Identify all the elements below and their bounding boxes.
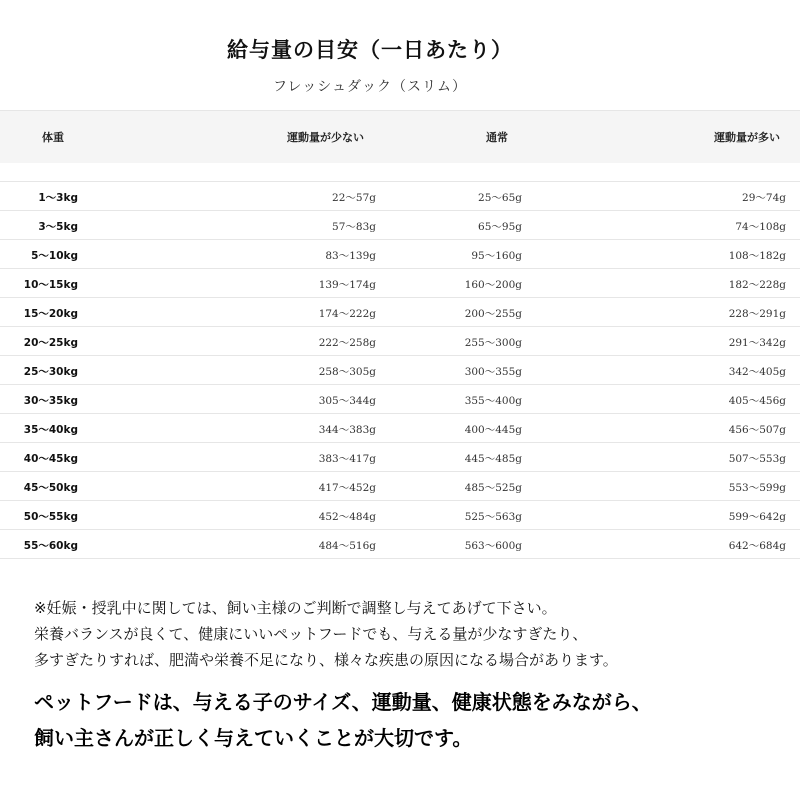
cell-high-activity: 342〜405g — [728, 366, 786, 378]
cell-normal-activity: 485〜525g — [464, 482, 522, 494]
cell-low-activity: 417〜452g — [318, 482, 376, 494]
cell-weight: 35〜40kg — [23, 424, 78, 436]
cell-low-activity: 22〜57g — [332, 192, 376, 204]
table-row — [0, 269, 800, 298]
cell-low-activity: 484〜516g — [318, 540, 376, 552]
cell-normal-activity: 445〜485g — [464, 453, 522, 465]
cell-normal-activity: 525〜563g — [464, 511, 522, 523]
cell-high-activity: 507〜553g — [728, 453, 786, 465]
cell-normal-activity: 25〜65g — [478, 192, 522, 204]
cell-weight: 50〜55kg — [23, 511, 78, 523]
table-row — [0, 385, 800, 414]
table-row — [0, 240, 800, 269]
cell-normal-activity: 255〜300g — [464, 337, 522, 349]
cell-high-activity: 108〜182g — [728, 250, 786, 262]
lead-message — [34, 684, 794, 756]
cell-high-activity: 228〜291g — [728, 308, 786, 320]
table-row — [0, 501, 800, 530]
cell-weight: 30〜35kg — [23, 395, 78, 407]
cell-low-activity: 83〜139g — [325, 250, 376, 262]
cell-normal-activity: 300〜355g — [464, 366, 522, 378]
cell-low-activity: 305〜344g — [318, 395, 376, 407]
cell-normal-activity: 95〜160g — [471, 250, 522, 262]
lead-line: ペットフードは、与える子のサイズ、運動量、健康状態をみながら、 — [34, 690, 652, 714]
cell-high-activity: 599〜642g — [728, 511, 786, 523]
cell-high-activity: 74〜108g — [735, 221, 786, 233]
cell-weight: 45〜50kg — [23, 482, 78, 494]
cell-low-activity: 383〜417g — [318, 453, 376, 465]
caution-note — [34, 595, 794, 673]
lead-line: 飼い主さんが正しく与えていくことが大切です。 — [34, 726, 473, 750]
table-row — [0, 356, 800, 385]
cell-low-activity: 258〜305g — [318, 366, 376, 378]
cell-low-activity: 344〜383g — [318, 424, 376, 436]
cell-weight: 20〜25kg — [23, 337, 78, 349]
cell-normal-activity: 65〜95g — [478, 221, 522, 233]
header-weight: 体重 — [42, 131, 64, 144]
note-line: ※妊娠・授乳中に関しては、飼い主様のご判断で調整し与えてあげて下さい。 — [34, 599, 557, 617]
cell-high-activity: 405〜456g — [728, 395, 786, 407]
cell-low-activity: 174〜222g — [318, 308, 376, 320]
table-row — [0, 327, 800, 356]
cell-low-activity: 139〜174g — [318, 279, 376, 291]
table-body — [0, 182, 800, 559]
header-low-activity: 運動量が少ない — [287, 131, 364, 144]
cell-normal-activity: 355〜400g — [464, 395, 522, 407]
header-high-activity: 運動量が多い — [714, 131, 780, 144]
table-spacer — [0, 163, 800, 182]
table-row — [0, 530, 800, 559]
table-header — [0, 110, 800, 163]
cell-normal-activity: 563〜600g — [464, 540, 522, 552]
table-row — [0, 182, 800, 211]
cell-weight: 55〜60kg — [23, 540, 78, 552]
cell-normal-activity: 400〜445g — [464, 424, 522, 436]
cell-low-activity: 222〜258g — [318, 337, 376, 349]
table-row — [0, 472, 800, 501]
cell-weight: 3〜5kg — [38, 221, 78, 233]
table-row — [0, 414, 800, 443]
cell-normal-activity: 160〜200g — [464, 279, 522, 291]
cell-high-activity: 182〜228g — [728, 279, 786, 291]
cell-high-activity: 29〜74g — [742, 192, 786, 204]
page-title: 給与量の目安（一日あたり） — [227, 38, 513, 62]
cell-weight: 40〜45kg — [23, 453, 78, 465]
feeding-table — [0, 110, 800, 559]
cell-high-activity: 553〜599g — [728, 482, 786, 494]
cell-weight: 5〜10kg — [31, 250, 78, 262]
page-subtitle: フレッシュダック（スリム） — [272, 79, 468, 95]
cell-high-activity: 642〜684g — [728, 540, 786, 552]
cell-high-activity: 291〜342g — [728, 337, 786, 349]
cell-low-activity: 57〜83g — [332, 221, 376, 233]
table-row — [0, 211, 800, 240]
cell-weight: 10〜15kg — [23, 279, 78, 291]
table-row — [0, 298, 800, 327]
cell-weight: 15〜20kg — [23, 308, 78, 320]
cell-low-activity: 452〜484g — [318, 511, 376, 523]
header-normal-activity: 通常 — [486, 131, 508, 144]
cell-high-activity: 456〜507g — [728, 424, 786, 436]
note-line: 多すぎたりすれば、肥満や栄養不足になり、様々な疾患の原因になる場合があります。 — [34, 651, 618, 669]
table-row — [0, 443, 800, 472]
cell-weight: 1〜3kg — [38, 192, 78, 204]
cell-weight: 25〜30kg — [23, 366, 78, 378]
note-line: 栄養バランスが良くて、健康にいいペットフードでも、与える量が少なすぎたり、 — [34, 625, 588, 643]
cell-normal-activity: 200〜255g — [464, 308, 522, 320]
